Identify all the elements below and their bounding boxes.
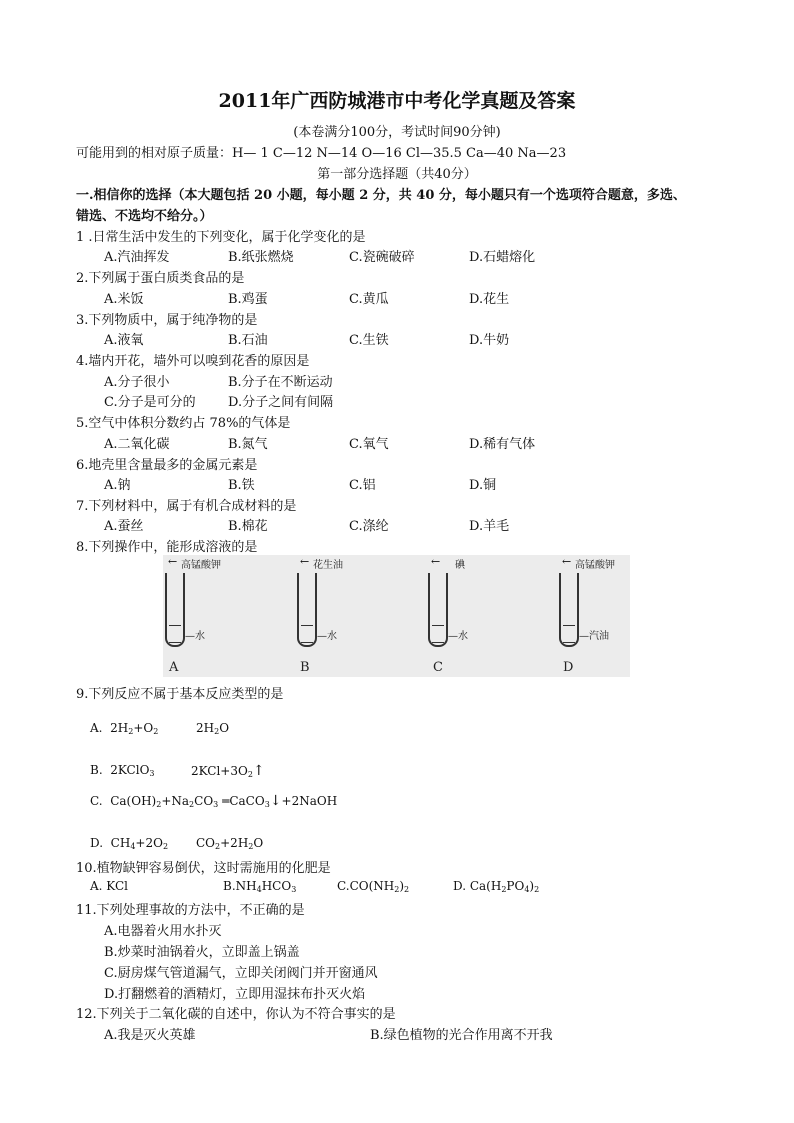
q9-c-text1: Ca(OH) [110, 794, 157, 808]
q4-option-b: B.分子在不断运动 [228, 375, 333, 390]
sub: 4 [524, 885, 530, 894]
sub: 2 [501, 885, 507, 894]
q9-b-left: 2KClO [110, 763, 150, 777]
q4-option-c: C.分子是可分的 [104, 395, 196, 410]
q10-b-1: B.NH [223, 879, 257, 893]
tube-a-letter: A [169, 660, 179, 675]
q9-option-b [90, 763, 155, 778]
q10-b-2: HCO [261, 879, 292, 893]
sub: 2 [189, 800, 195, 809]
q11-option-a: A.电器着火用水扑灭 [104, 924, 222, 939]
q6-option-b: B.铁 [228, 478, 255, 493]
tube-c-letter: C [433, 660, 443, 675]
q2-option-a: A.米饭 [104, 292, 144, 307]
tube-b-liquid [301, 625, 313, 643]
q5-option-c: C.氧气 [349, 437, 389, 452]
tube-c-top-label: 碘 [455, 560, 465, 571]
sub: 4 [256, 885, 262, 894]
sub: 4 [130, 842, 136, 851]
tube-b-side-label: —水 [317, 631, 337, 642]
atomic-mass-line: 可能用到的相对原子质量：H— 1 C—12 N—14 O—16 Cl—35.5 Ca—40 Na—23 [76, 146, 567, 161]
q9-b-label: B. [90, 763, 103, 777]
sub: 2 [394, 885, 400, 894]
tube-d [559, 573, 579, 647]
q5-option-d: D.稀有气体 [469, 437, 536, 452]
tube-d-top-label: 高锰酸钾 [575, 560, 615, 571]
q11-option-b: B.炒菜时油锅着火，立即盖上锅盖 [104, 945, 300, 960]
q3-option-c: C.生铁 [349, 333, 389, 348]
q6-option-d: D.铜 [469, 478, 497, 493]
question-8-stem: 8.下列操作中，能形成溶液的是 [76, 540, 258, 555]
q3-option-b: B.石油 [228, 333, 268, 348]
tube-c-side-label: —水 [448, 631, 468, 642]
q9-c-label: C. [90, 794, 103, 808]
q9-option-b-product [191, 763, 265, 779]
sub: 2 [247, 770, 253, 779]
test-tubes-figure [163, 555, 630, 677]
tube-d-liquid [563, 625, 575, 643]
tube-c-liquid [432, 625, 444, 643]
q9-d-right: CO [196, 836, 216, 850]
q9-c-text5: +2NaOH [281, 794, 338, 808]
arrow-icon: ← [168, 555, 178, 568]
sub: 3 [264, 800, 270, 809]
q10-d-2: PO [506, 879, 525, 893]
sub: 2 [156, 800, 162, 809]
sub: 2 [162, 842, 169, 851]
q9-d-right2: +2H [220, 836, 249, 850]
tube-b-letter: B [300, 660, 310, 675]
q9-d-left2: +2O [135, 836, 163, 850]
q3-option-a: A.液氧 [104, 333, 144, 348]
q7-option-d: D.羊毛 [469, 519, 510, 534]
q3-option-d: D.牛奶 [469, 333, 510, 348]
question-4-stem: 4.墙内开花，墙外可以嗅到花香的原因是 [76, 354, 310, 369]
arrow-icon: ← [562, 555, 572, 568]
q9-option-d [90, 836, 168, 851]
q9-c-text3: CO [194, 794, 214, 808]
subtitle: (本卷满分100分，考试时间90分钟) [293, 125, 501, 140]
section-heading-cont: 错选、不选均不给分。） [76, 209, 213, 224]
q1-option-b: B.纸张燃烧 [228, 250, 294, 265]
q9-option-a-product [196, 721, 229, 736]
question-1-stem: 1 .日常生活中发生的下列变化，属于化学变化的是 [76, 230, 366, 245]
q11-option-d: D.打翻燃着的酒精灯，立即用湿抹布扑灭火焰 [104, 987, 366, 1002]
q9-c-text4: CaCO [229, 794, 265, 808]
q2-option-c: C.黄瓜 [349, 292, 389, 307]
sub: 2 [404, 885, 410, 894]
sub: 2 [248, 842, 254, 851]
sub: 2 [153, 727, 159, 736]
q10-c-2: ) [399, 879, 405, 893]
question-3-stem: 3.下列物质中，属于纯净物的是 [76, 313, 258, 328]
question-12-stem: 12.下列关于二氧化碳的自述中，你认为不符合事实的是 [76, 1007, 396, 1022]
q10-c-1: C.CO(NH [337, 879, 395, 893]
q12-option-a: A.我是灭火英雄 [104, 1028, 196, 1043]
q10-d-1: D. Ca(H [453, 879, 502, 893]
q1-option-a: A.汽油挥发 [104, 250, 170, 265]
q10-option-b [223, 879, 296, 894]
tube-a-liquid [169, 625, 181, 643]
tube-a-top-label: 高锰酸钾 [181, 560, 221, 571]
q2-option-d: D.花生 [469, 292, 510, 307]
tube-b [297, 573, 317, 647]
q9-option-a [90, 721, 158, 736]
arrow-icon: ← [300, 555, 310, 568]
tube-c [428, 573, 448, 647]
q9-d-label: D. [90, 836, 104, 850]
question-10-stem: 10.植物缺钾容易倒伏，这时需施用的化肥是 [76, 861, 331, 876]
question-2-stem: 2.下列属于蛋白质类食品的是 [76, 271, 245, 286]
equals-sign: ═ [222, 794, 230, 808]
sub: 2 [214, 727, 220, 736]
q7-option-a: A.蚕丝 [104, 519, 144, 534]
page-title: 2011年广西防城港市中考化学真题及答案 [218, 90, 576, 112]
q9-option-c [90, 793, 337, 809]
question-6-stem: 6.地壳里含量最多的金属元素是 [76, 458, 258, 473]
q11-option-c: C.厨房煤气管道漏气，立即关闭阀门并开窗通风 [104, 966, 378, 981]
sub: 3 [149, 769, 155, 778]
sub: 2 [128, 727, 134, 736]
tube-d-side-text: 汽油 [589, 631, 609, 642]
sub: 2 [215, 842, 221, 851]
q12-option-b: B.绿色植物的光合作用离不开我 [370, 1028, 553, 1043]
q1-option-c: C.瓷碗破碎 [349, 250, 415, 265]
q9-b-right: 2KCl+3O [191, 764, 248, 778]
tube-d-letter: D [563, 660, 574, 675]
q6-option-a: A.钠 [104, 478, 131, 493]
q9-c-text2: +Na [161, 794, 190, 808]
q10-option-d [453, 879, 539, 894]
sub: 3 [291, 885, 297, 894]
q6-option-c: C.铝 [349, 478, 376, 493]
q1-option-d: D.石蜡熔化 [469, 250, 536, 265]
arrow-icon: ← [431, 555, 441, 568]
question-7-stem: 7.下列材料中，属于有机合成材料的是 [76, 499, 297, 514]
q9-d-right3: O [253, 836, 264, 850]
question-11-stem: 11.下列处理事故的方法中，不正确的是 [76, 903, 305, 918]
q10-d-3: ) [529, 879, 535, 893]
q9-a-left2: +O [133, 721, 154, 735]
q10-option-a: A. KCl [90, 879, 128, 893]
part-title: 第一部分选择题（共40分） [317, 167, 477, 182]
q10-option-c [337, 879, 409, 894]
tube-c-side-text: 水 [458, 631, 468, 642]
tube-d-side-label: —汽油 [579, 631, 609, 642]
q4-option-a: A.分子很小 [104, 375, 170, 390]
tube-a [165, 573, 185, 647]
tube-b-side-text: 水 [327, 631, 337, 642]
q9-a-left: 2H [110, 721, 129, 735]
q9-a-label: A. [90, 721, 103, 735]
q9-a-right: 2H [196, 721, 215, 735]
q4-option-d: D.分子之间有间隔 [228, 395, 334, 410]
up-arrow-icon: ↑ [252, 763, 265, 779]
q2-option-b: B.鸡蛋 [228, 292, 268, 307]
q5-option-a: A.二氧化碳 [104, 437, 170, 452]
question-5-stem: 5.空气中体积分数约占 78%的气体是 [76, 416, 291, 431]
sub: 3 [213, 800, 219, 809]
tube-a-side-text: 水 [195, 631, 205, 642]
tube-a-side-label: —水 [185, 631, 205, 642]
sub: 2 [534, 885, 540, 894]
q9-d-left: CH [110, 836, 131, 850]
question-9-stem: 9.下列反应不属于基本反应类型的是 [76, 687, 284, 702]
section-heading: 一.相信你的选择（本大题包括 20 小题，每小题 2 分，共 40 分，每小题只有一个选项符合题意，多选、 [76, 188, 686, 203]
tube-b-top-label: 花生油 [313, 560, 343, 571]
q5-option-b: B.氮气 [228, 437, 268, 452]
down-arrow-icon: ↓ [269, 793, 282, 809]
q7-option-b: B.棉花 [228, 519, 268, 534]
q9-option-d-product [196, 836, 263, 851]
q7-option-c: C.涤纶 [349, 519, 389, 534]
q9-a-right2: O [219, 721, 230, 735]
